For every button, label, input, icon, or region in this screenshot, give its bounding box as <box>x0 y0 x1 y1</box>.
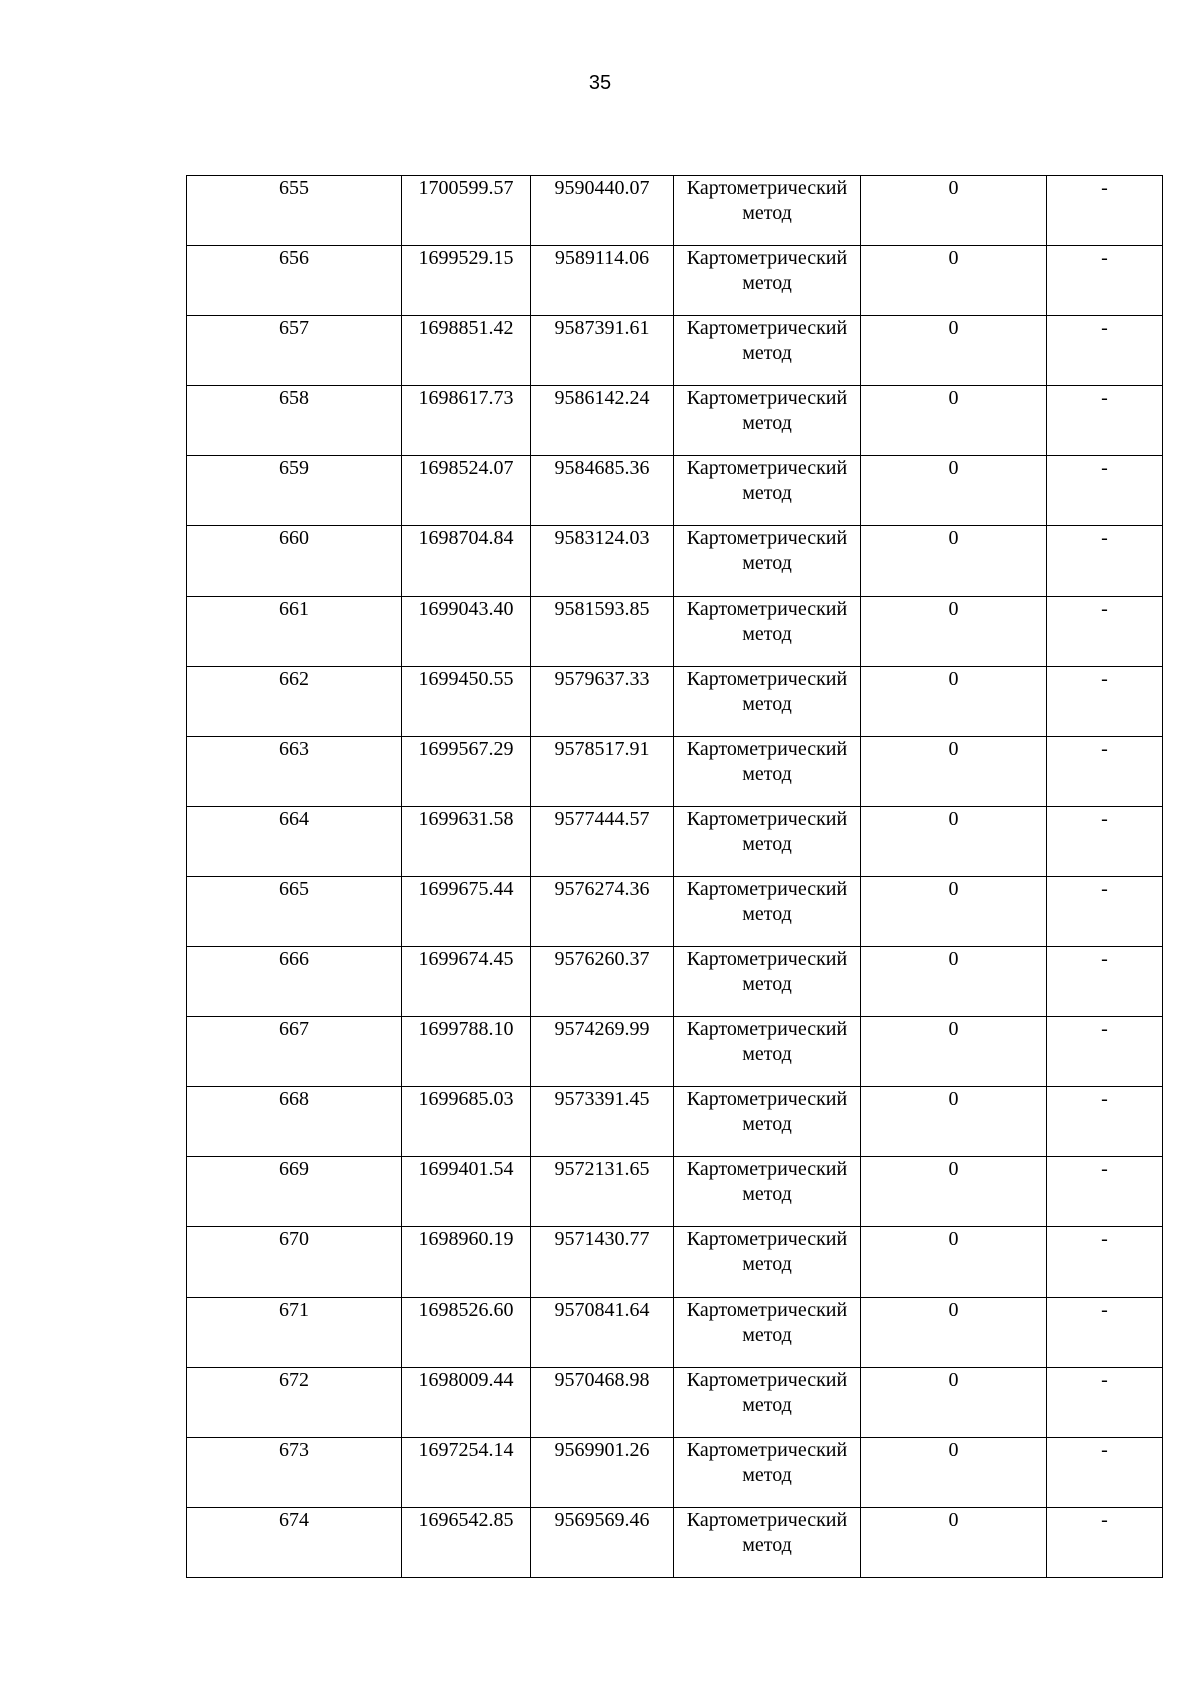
table-row <box>187 876 1163 946</box>
point-number-cell: 669 <box>187 1157 402 1227</box>
accuracy-cell: 0 <box>861 806 1047 876</box>
accuracy-cell: 0 <box>861 1227 1047 1297</box>
table-row <box>187 1437 1163 1507</box>
x-coordinate-cell: 1699529.15 <box>402 246 531 316</box>
y-coordinate-cell: 9570468.98 <box>531 1367 674 1437</box>
method-cell: Картометрический метод <box>674 1367 861 1437</box>
accuracy-cell: 0 <box>861 736 1047 806</box>
method-cell: Картометрический метод <box>674 1437 861 1507</box>
point-number-cell: 659 <box>187 456 402 526</box>
description-cell: - <box>1047 947 1163 1017</box>
y-coordinate-cell: 9576274.36 <box>531 876 674 946</box>
point-number-cell: 671 <box>187 1297 402 1367</box>
method-cell: Картометрический метод <box>674 456 861 526</box>
x-coordinate-cell: 1697254.14 <box>402 1437 531 1507</box>
x-coordinate-cell: 1698524.07 <box>402 456 531 526</box>
method-cell: Картометрический метод <box>674 736 861 806</box>
y-coordinate-cell: 9587391.61 <box>531 316 674 386</box>
y-coordinate-cell: 9590440.07 <box>531 176 674 246</box>
point-number-cell: 668 <box>187 1087 402 1157</box>
method-cell: Картометрический метод <box>674 1087 861 1157</box>
accuracy-cell: 0 <box>861 316 1047 386</box>
point-number-cell: 673 <box>187 1437 402 1507</box>
description-cell: - <box>1047 526 1163 596</box>
description-cell: - <box>1047 1017 1163 1087</box>
table-row <box>187 1227 1163 1297</box>
method-cell: Картометрический метод <box>674 316 861 386</box>
point-number-cell: 664 <box>187 806 402 876</box>
method-cell: Картометрический метод <box>674 806 861 876</box>
point-number-cell: 670 <box>187 1227 402 1297</box>
x-coordinate-cell: 1699685.03 <box>402 1087 531 1157</box>
table-row <box>187 1367 1163 1437</box>
accuracy-cell: 0 <box>861 526 1047 596</box>
y-coordinate-cell: 9578517.91 <box>531 736 674 806</box>
point-number-cell: 655 <box>187 176 402 246</box>
x-coordinate-cell: 1698526.60 <box>402 1297 531 1367</box>
table-row <box>187 596 1163 666</box>
method-cell: Картометрический метод <box>674 666 861 736</box>
point-number-cell: 656 <box>187 246 402 316</box>
description-cell: - <box>1047 806 1163 876</box>
y-coordinate-cell: 9574269.99 <box>531 1017 674 1087</box>
point-number-cell: 665 <box>187 876 402 946</box>
y-coordinate-cell: 9577444.57 <box>531 806 674 876</box>
point-number-cell: 658 <box>187 386 402 456</box>
x-coordinate-cell: 1699788.10 <box>402 1017 531 1087</box>
accuracy-cell: 0 <box>861 456 1047 526</box>
y-coordinate-cell: 9581593.85 <box>531 596 674 666</box>
table-row <box>187 1157 1163 1227</box>
x-coordinate-cell: 1700599.57 <box>402 176 531 246</box>
description-cell: - <box>1047 1367 1163 1437</box>
table-row <box>187 176 1163 246</box>
y-coordinate-cell: 9569901.26 <box>531 1437 674 1507</box>
x-coordinate-cell: 1698009.44 <box>402 1367 531 1437</box>
y-coordinate-cell: 9584685.36 <box>531 456 674 526</box>
accuracy-cell: 0 <box>861 1087 1047 1157</box>
method-cell: Картометрический метод <box>674 176 861 246</box>
description-cell: - <box>1047 1087 1163 1157</box>
point-number-cell: 662 <box>187 666 402 736</box>
coordinates-table <box>186 175 1163 1578</box>
table-row <box>187 1297 1163 1367</box>
point-number-cell: 661 <box>187 596 402 666</box>
accuracy-cell: 0 <box>861 1437 1047 1507</box>
point-number-cell: 672 <box>187 1367 402 1437</box>
method-cell: Картометрический метод <box>674 246 861 316</box>
table-row <box>187 246 1163 316</box>
description-cell: - <box>1047 316 1163 386</box>
accuracy-cell: 0 <box>861 666 1047 736</box>
accuracy-cell: 0 <box>861 246 1047 316</box>
y-coordinate-cell: 9572131.65 <box>531 1157 674 1227</box>
accuracy-cell: 0 <box>861 876 1047 946</box>
table-body <box>187 176 1163 1578</box>
table-row <box>187 1507 1163 1577</box>
accuracy-cell: 0 <box>861 1297 1047 1367</box>
method-cell: Картометрический метод <box>674 1017 861 1087</box>
accuracy-cell: 0 <box>861 1157 1047 1227</box>
y-coordinate-cell: 9576260.37 <box>531 947 674 1017</box>
method-cell: Картометрический метод <box>674 526 861 596</box>
accuracy-cell: 0 <box>861 596 1047 666</box>
table-row <box>187 1087 1163 1157</box>
x-coordinate-cell: 1696542.85 <box>402 1507 531 1577</box>
y-coordinate-cell: 9579637.33 <box>531 666 674 736</box>
description-cell: - <box>1047 386 1163 456</box>
x-coordinate-cell: 1699675.44 <box>402 876 531 946</box>
y-coordinate-cell: 9571430.77 <box>531 1227 674 1297</box>
point-number-cell: 657 <box>187 316 402 386</box>
x-coordinate-cell: 1699631.58 <box>402 806 531 876</box>
accuracy-cell: 0 <box>861 1017 1047 1087</box>
table-row <box>187 386 1163 456</box>
method-cell: Картометрический метод <box>674 1157 861 1227</box>
method-cell: Картометрический метод <box>674 947 861 1017</box>
description-cell: - <box>1047 876 1163 946</box>
table-row <box>187 316 1163 386</box>
table-row <box>187 526 1163 596</box>
method-cell: Картометрический метод <box>674 876 861 946</box>
description-cell: - <box>1047 176 1163 246</box>
method-cell: Картометрический метод <box>674 1297 861 1367</box>
table-row <box>187 1017 1163 1087</box>
method-cell: Картометрический метод <box>674 1227 861 1297</box>
description-cell: - <box>1047 1437 1163 1507</box>
x-coordinate-cell: 1699567.29 <box>402 736 531 806</box>
point-number-cell: 667 <box>187 1017 402 1087</box>
x-coordinate-cell: 1699043.40 <box>402 596 531 666</box>
y-coordinate-cell: 9583124.03 <box>531 526 674 596</box>
description-cell: - <box>1047 1227 1163 1297</box>
accuracy-cell: 0 <box>861 386 1047 456</box>
y-coordinate-cell: 9569569.46 <box>531 1507 674 1577</box>
method-cell: Картометрический метод <box>674 386 861 456</box>
description-cell: - <box>1047 456 1163 526</box>
description-cell: - <box>1047 1507 1163 1577</box>
table-row <box>187 806 1163 876</box>
accuracy-cell: 0 <box>861 1507 1047 1577</box>
method-cell: Картометрический метод <box>674 596 861 666</box>
point-number-cell: 660 <box>187 526 402 596</box>
description-cell: - <box>1047 1297 1163 1367</box>
table-row <box>187 947 1163 1017</box>
x-coordinate-cell: 1699450.55 <box>402 666 531 736</box>
description-cell: - <box>1047 246 1163 316</box>
accuracy-cell: 0 <box>861 947 1047 1017</box>
x-coordinate-cell: 1699401.54 <box>402 1157 531 1227</box>
x-coordinate-cell: 1698960.19 <box>402 1227 531 1297</box>
point-number-cell: 663 <box>187 736 402 806</box>
point-number-cell: 674 <box>187 1507 402 1577</box>
accuracy-cell: 0 <box>861 176 1047 246</box>
accuracy-cell: 0 <box>861 1367 1047 1437</box>
description-cell: - <box>1047 596 1163 666</box>
table-row <box>187 736 1163 806</box>
method-cell: Картометрический метод <box>674 1507 861 1577</box>
x-coordinate-cell: 1698704.84 <box>402 526 531 596</box>
point-number-cell: 666 <box>187 947 402 1017</box>
page-number: 35 <box>588 72 612 94</box>
y-coordinate-cell: 9573391.45 <box>531 1087 674 1157</box>
y-coordinate-cell: 9589114.06 <box>531 246 674 316</box>
description-cell: - <box>1047 1157 1163 1227</box>
description-cell: - <box>1047 736 1163 806</box>
table-row <box>187 456 1163 526</box>
table-row <box>187 666 1163 736</box>
x-coordinate-cell: 1699674.45 <box>402 947 531 1017</box>
x-coordinate-cell: 1698851.42 <box>402 316 531 386</box>
description-cell: - <box>1047 666 1163 736</box>
x-coordinate-cell: 1698617.73 <box>402 386 531 456</box>
y-coordinate-cell: 9586142.24 <box>531 386 674 456</box>
y-coordinate-cell: 9570841.64 <box>531 1297 674 1367</box>
